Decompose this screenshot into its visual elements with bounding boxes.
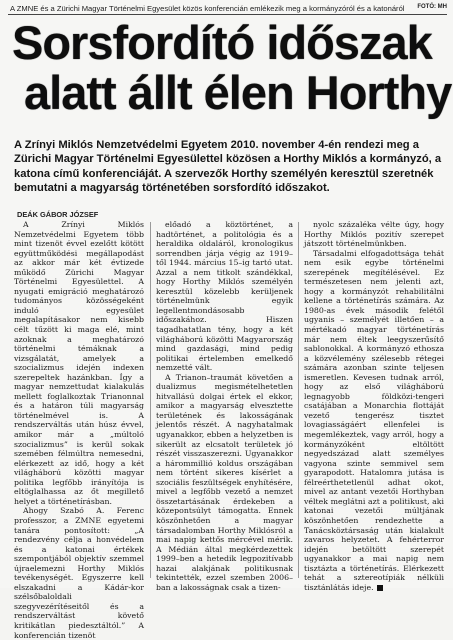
article-headline bbox=[12, 18, 452, 118]
article-kicker: A ZMNE és a Zürichi Magyar Történelmi Egyesület közös konferencián emlékezik meg a kormányzóról és a katonáról bbox=[10, 4, 405, 13]
column-divider bbox=[150, 222, 151, 578]
body-column-2 bbox=[156, 220, 293, 592]
photo-credit: FOTÓ: MH bbox=[417, 4, 447, 10]
body-column-1 bbox=[14, 220, 144, 640]
end-of-article-marker bbox=[377, 585, 383, 591]
headline-line-2: alatt állt élen Horthy bbox=[24, 66, 452, 119]
article-byline: DEÁK GÁBOR JÓZSEF bbox=[17, 210, 99, 219]
body-paragraph: előadó a köztörténet, a hadtörténet, a politológia és a heraldika oldaláról, kronologikus sorrendben járja végig az 1919–től 1944. március 15–ig tartó utat. Azzal a nem titkolt szándékkal, hogy Horthy Miklós személyén keresztül közelebb kerüljenek történelmünk egyik legellentmondásosabb időszakához. Hiszen tagadhatatlan tény, hogy a két világháború közötti Magyarország mind gazdasági, mind pedig politikai értelemben emelkedő nemzetté vált. bbox=[156, 220, 293, 373]
column-divider bbox=[298, 222, 299, 578]
body-paragraph-text: Társadalmi elfogadottsága tehát nem esik egybe történelmi szerepének megítélésével. Ez természetesen nem jelenti azt, hogy a kormányzót rehabilitálni kellene a történetírás számára. Az 1980-as évek második felétől ugyanis – személyét illetően – a mértékadó magyar történetírás már nem éltek leegyszerűsítő sablonokkal. A kormányzó ethosza a közvélemény szélesebb rétegei számára azonban szinte teljesen ismeretlen. Kevesen tudnak arról, hogy az első világháború legnagyobb földközi-tengeri csatájában a Monarchia flottáját vezető tengerész tisztet lovagiasságáért ellenfelei is megemlékeztek, vagy arról, hogy a kormányzóként eltöltött negyedszázad alatt személyes vagyona szinte semmivel sem gyarapodott. Hatalomra jutása is félreérthetetlenül adhat okot, mivel az antant vezetői Horthyban véltek meglátni azt a politikust, aki katonai vezetői múltjának köszönhetően rendezhette a Tanácsköztársaság után kialakult zavaros helyzetet. A fehérterror idején betöltött szerepét ugyanakkor a mai napig nem tisztázta a történetírás. Elérkezett tehát a sztereotípiák nélküli tisztánlátás ideje. bbox=[304, 248, 444, 592]
body-paragraph: A Zrínyi Miklós Nemzetvédelmi Egyetem több mint tizenöt évvel ezelőtt kötött együttműködési megállapodást az akkor már két évtizede működő Zürichi Magyar Történelmi Egyesülettel. A nyugati emigráció meghatározó tudományos közösségeként induló egyesület megalapításakor nem kisebb célt tűzött ki maga elé, mint azoknak a meghatározó történelmi témáknak a vizsgálatát, amelyek a szocializmus idején indexen szerepeltek hazánkban. Így a magyar nemzettudat kialakulás mellett foglalkoztak Trianonnal és a határon túli magyarság történelmével is. A rendszerváltás után húsz évvel, amikor már a „múltoló szocializmus” is kerül sokak szemében félmúltra nemesedni, elérkezett az idő, hogy a két világháború közötti magyar politika legfőbb irányítója is eltöglalhassa az őt megillető helyet a történetírásban. bbox=[14, 220, 144, 506]
body-paragraph: Ahogy Szabó A. Ferenc professzor, a ZMNE egyetemi tanára pontosított: „A rendezvény célja a honvédelem és a katonai értékek szempontjából objektív szemmel újraelemezni Horthy Miklós tevékenységét. Egyszerre kell elszakadni a Kádár-kor szélsőbaloldali szegyvezérítéseitől és a rendszerváltást követő kritikátlan piedesztáltól.” A konferencián tizenöt bbox=[14, 506, 144, 640]
body-paragraph: A Trianon–traumát követően a dualizmus megismételhetetlen hitvallású dolgai értek el ekkor, amikor a magyarság elvesztette területének és lakosságának jelentős részét. A nagyhatalmak ugyanakkor, ebben a helyzetben is sikerült az elcsatolt területek jó részét visszaszerezni. Ugyanakkor a hárommillió koldus országában nem történt sikeres kísérlet a szociális feszültségek enyhítésére, mivel a legfőbb vezető a nemzet összetartásának érdekeben a közepontsúlyt támogatta. Ennek köszönhetően a magyar társadalomban Horthy Miklósról a mai napig kettős mércével mérik. A Médián által megkérdezettek 1999–ben a hetedik legpozitívabb hazai alakjának politikusnak tekintették, ezzel szemben 2006–ban a lakosságnak csak a tizen- bbox=[156, 372, 293, 592]
body-paragraph: nyolc százaléka vélte úgy, hogy Horthy Miklós pozitív szerepet játszott történelmünkben. bbox=[304, 220, 444, 249]
article-lead: A Zrínyi Miklós Nemzetvédelmi Egyetem 2010. november 4-én rendezi meg a Zürichi Magyar Történelmi Egyesülettel közösen a Horthy Miklós a kormányzó, a katona című konferenciáját. A szervezők Horthy személyén keresztül szeretnék bemutatni a magyarság történetében sorsfordító időszakot. bbox=[14, 139, 442, 194]
headline-line-1: Sorsfordító időszak bbox=[12, 16, 432, 69]
body-column-3 bbox=[304, 220, 444, 592]
top-rule bbox=[8, 14, 447, 15]
body-paragraph bbox=[304, 249, 444, 593]
